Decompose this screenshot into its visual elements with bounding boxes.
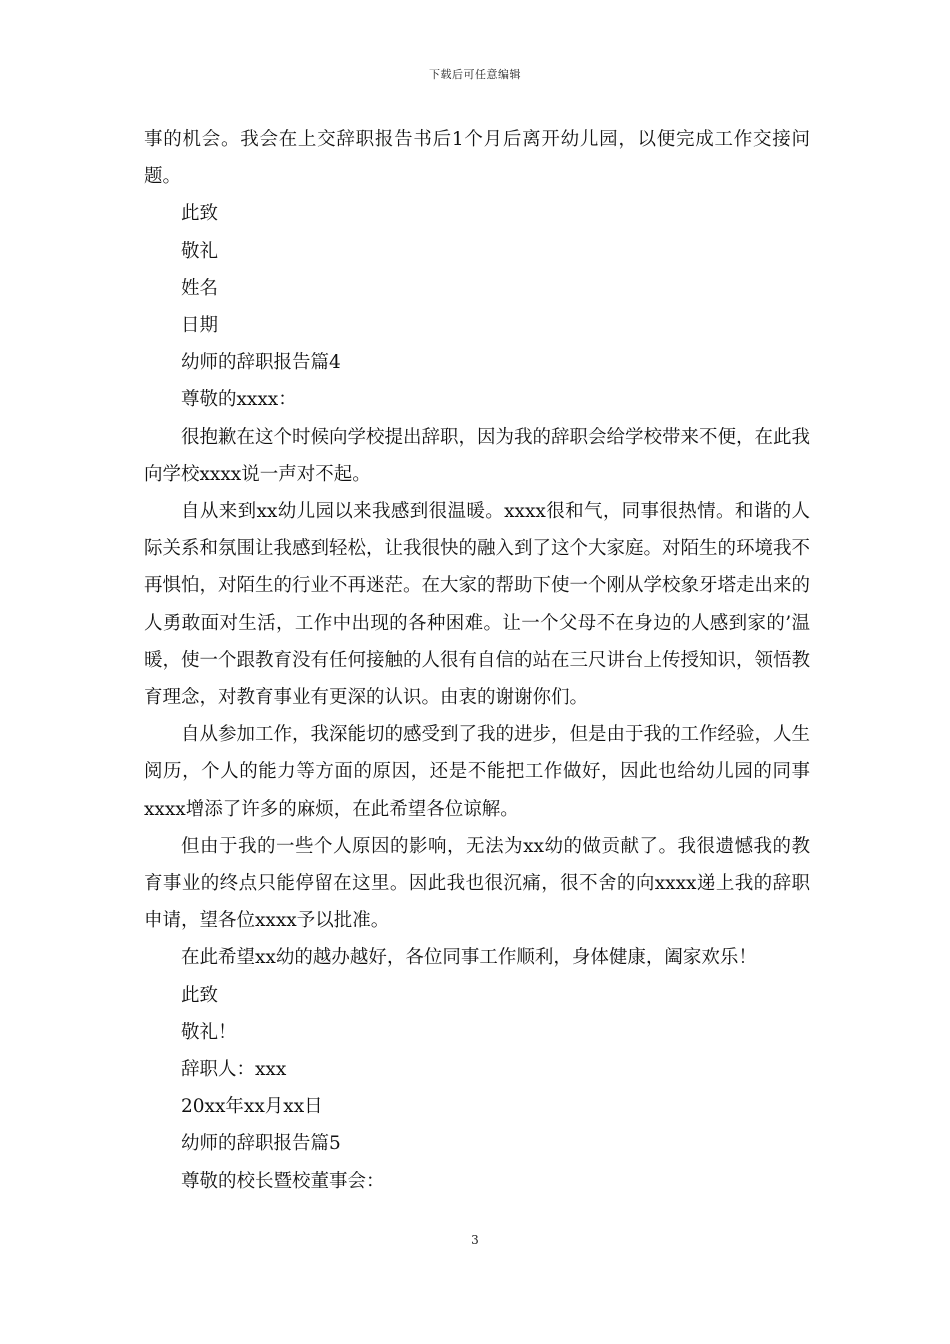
body-paragraph: 自从参加工作，我深能切的感受到了我的进步，但是由于我的工作经验，人生阅历，个人的能力等方面的原因，还是不能把工作做好，因此也给幼儿园的同事xxxx增添了许多的麻烦，在此希望各位谅解。 — [144, 724, 811, 820]
page-number: 3 — [471, 1233, 479, 1247]
signature-name: 姓名 — [181, 277, 219, 299]
section-title: 幼师的辞职报告篇5 — [181, 1133, 341, 1155]
letter-greeting: 尊敬的校长暨校董事会： — [181, 1170, 385, 1192]
closing-respect: 敬礼！ — [181, 1021, 237, 1043]
signature-date: 20xx年xx月xx日 — [181, 1096, 323, 1118]
document-body — [144, 121, 810, 1200]
closing-salutation: 此致 — [181, 203, 219, 225]
page-header: 下载后可任意编辑 — [429, 68, 521, 81]
body-paragraph: 很抱歉在这个时候向学校提出辞职，因为我的辞职会给学校带来不便，在此我向学校xxxx说一声对不起。 — [144, 426, 811, 485]
closing-respect: 敬礼 — [181, 240, 219, 262]
body-paragraph: 自从来到xx幼儿园以来我感到很温暖。xxxx很和气，同事很热情。和谐的人际关系和氛围让我感到轻松，让我很快的融入到了这个大家庭。对陌生的环境我不再惧怕，对陌生的行业不再迷茫。在大家的帮助下使一个刚从学校象牙塔走出来的人勇敢面对生活，工作中出现的各种困难。让一个父母不在身边的人感到家的’温暖，使一个跟教育没有任何接触的人很有自信的站在三尺讲台上传授知识，领悟教育理念，对教育事业有更深的认识。由衷的谢谢你们。 — [144, 501, 811, 709]
paragraph-continuation: 事的机会。我会在上交辞职报告书后1个月后离开幼儿园，以便完成工作交接问题。 — [144, 129, 810, 188]
body-paragraph: 在此希望xx幼的越办越好，各位同事工作顺利，身体健康，阖家欢乐！ — [181, 947, 757, 969]
section-title: 幼师的辞职报告篇4 — [181, 352, 341, 374]
closing-salutation: 此致 — [181, 984, 219, 1006]
signature-date: 日期 — [181, 315, 219, 337]
body-paragraph: 但由于我的一些个人原因的影响，无法为xx幼的做贡献了。我很遗憾我的教育事业的终点只能停留在这里。因此我也很沉痛，很不舍的向xxxx递上我的辞职申请，望各位xxxx予以批准。 — [144, 835, 810, 932]
letter-greeting: 尊敬的xxxx： — [181, 389, 297, 411]
signature-name: 辞职人：xxx — [181, 1059, 287, 1081]
